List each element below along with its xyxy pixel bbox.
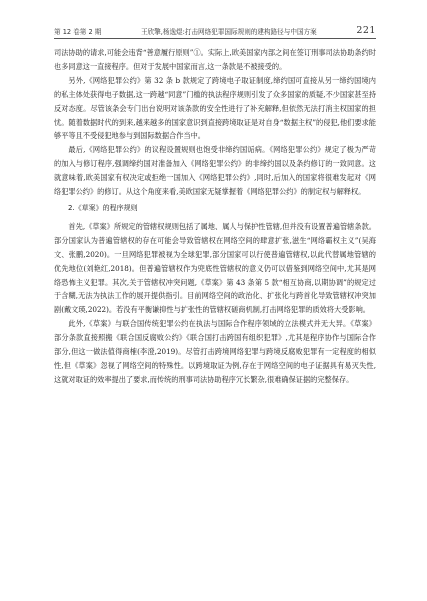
page-number: 221 xyxy=(356,25,376,36)
paragraph: 另外,《网络犯罪公约》第 32 条 b 款规定了跨境电子取证制度,缔约国可直接从另一缔约国境内的私主体处获得电子数据,这一跨越“同意”门槛的执法程序规则引发了众多国家的质疑,不少国家甚至持反对态度。尽管该条会专门出台说明对该条款的安全性进行了补充解释,但依然无法打消主权国家的担忧。随着数据时代的到来,越来越多的国家意识到直接跨境取证是对自身“数据主权”的侵犯,他们要求能够平等且不受侵犯地参与到国际数据合作当中。 xyxy=(54,75,376,141)
paragraph-cont: 司法协助的请求,可能会违背“善意履行原则”①。实际上,欧美国家内部之间在签订刑事司法协助条约时也多同意这一直接程序。但对于发展中国家而言,这一条款是不被接受的。 xyxy=(54,48,376,71)
paragraph: 此外,《草案》与联合国传统犯罪公约在执法与国际合作程序领域的立法模式并无大异。《草案》部分条款直接照搬《联合国反腐败公约》《联合国打击跨国有组织犯罪》,尤其是程序协作与国际合作部分,但这一做法值得商榷(李澄,2019)。尽管打击跨境网络犯罪与跨境反腐败犯罪有一定程度的相似性,但《草案》忽视了网络空间的特殊性。以跨境取证为例,存在于网络空间的电子证据具有易灭失性,这就对取证的效率提出了要求,而传统的刑事司法协助程序冗长繁杂,很难确保证据的完整保存。 xyxy=(54,319,376,384)
running-header xyxy=(54,22,376,36)
article-body xyxy=(54,46,376,387)
paragraph: 首先,《草案》所规定的管辖权规则包括了属地、属人与保护性管辖,但并没有设置普遍管辖条款。部分国家认为普遍管辖权的存在可能会导致管辖权在网络空间的肆意扩张,滋生“网络霸权主义”(吴海文、张鹏,2020)。一旦网络犯罪被视为全球犯罪,部分国家可以行使普遍管辖权,以此代替属地管辖的优先地位(刘艳红,2018)。但普遍管辖权作为兜底性管辖权的意义仍可以借鉴到网络空间中,尤其是网络恐怖主义犯罪。其次,关于管辖权冲突问题,《草案》第 43 条第 5 款“相互协商,以期协调”的规定过于含糊,无法为执法工作的展开提供指引。目前网络空间的政治化、扩张化与跨首化导致管辖权冲突加剧(戴文瑛,2022)。若没有平衡谦抑性与扩张性的管辖权磋商机制,打击网络犯罪的质效将大受影响。 xyxy=(54,221,376,315)
issue-label: 第 12 卷第 2 期 xyxy=(54,28,102,36)
paragraph: 最后,《网络犯罪公约》的议程设置规则也饱受非缔约国诟病。《网络犯罪公约》规定了极为严苛的加入与修订程序,强调缔约国对准备加入《网络犯罪公约》的非缔约国以及条约修订的一致同意。这就意味着,欧美国家有权决定或拒绝一国加入《网络犯罪公约》,同时,后加入的国家将很难发起对《网络犯罪公约》的修订。从这个角度来看,美欧国家无疑掌握着《网络犯罪公约》的制定权与解释权。 xyxy=(54,145,376,197)
header-rule xyxy=(54,38,376,39)
section-subheading: 2.《草案》的程序规则 xyxy=(68,203,138,212)
article-title: 王欣擎,杨逸煜:打击网络犯罪国际规则的建构路径与中国方案 xyxy=(140,28,317,36)
